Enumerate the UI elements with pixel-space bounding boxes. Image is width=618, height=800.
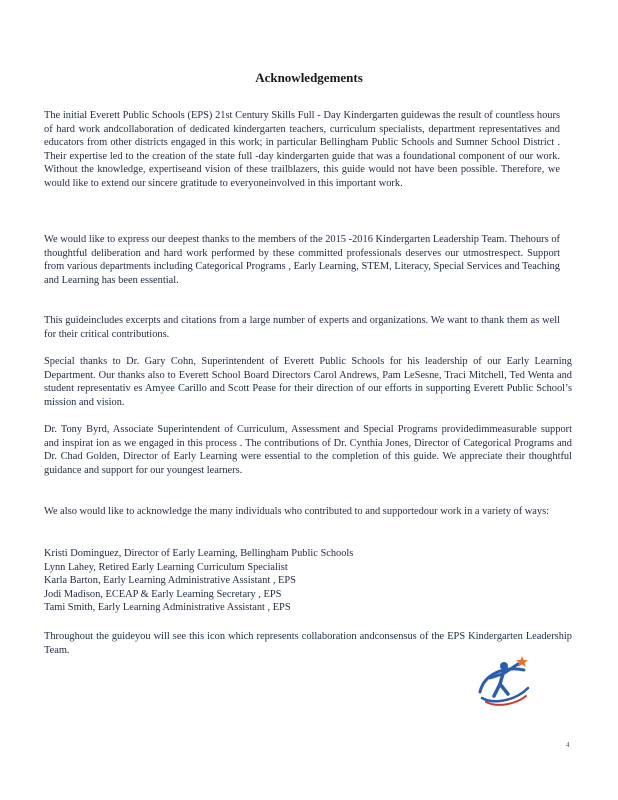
contributor-item: Karla Barton, Early Learning Administrative Assistant , EPS: [44, 575, 296, 587]
paragraph-curriculum: Dr. Tony Byrd, Associate Superintendent of Curriculum, Assessment and Special Programs providedimmeasurable support and inspirat ion as we engaged in this process . The contributions of Dr. Cynthia Jones, Director of Categorical Programs and Dr. Chad Golden, Director of Early Learning were essential to the completion of this guide. We appreciate their thoughtful guidance and support for our youngest learners.: [44, 424, 572, 476]
contributor-item: Kristi Dominguez, Director of Early Learning, Bellingham Public Schools: [44, 548, 354, 559]
contributor-list: [44, 547, 564, 615]
contributor-item: Tami Smith, Early Learning Administrative Assistant , EPS: [44, 602, 291, 614]
paragraph-experts: This guideincludes excerpts and citations from a large number of experts and organizations. We want to thank them as well for their critical contributions.: [44, 315, 560, 340]
collaboration-logo-icon: [474, 652, 534, 708]
paragraph-intro: The initial Everett Public Schools (EPS) 21st Century Skills Full - Day Kindergarten guidewas the result of countless hours of hard work andcollaboration of dedicated kindergarten teachers, curriculum specialists, department representatives and educators from other districts engaged in this work; in particular Bellingham Public Schools and Sumner School District . Their expertise led to the creation of the state full -day kindergarten guide that was a foundational component of our work. Without the knowledge, expertiseand vision of these trailblazers, this guide would not have been possible. Therefore, we would like to extend our sincere gratitude to everyoneinvolved in this important work.: [44, 110, 560, 189]
page-number: 4: [566, 741, 570, 749]
page-title: Acknowledgements: [255, 70, 363, 85]
paragraph-closing: Throughout the guideyou will see this icon which represents collaboration andconsensus of the EPS Kindergarten Leadership Team.: [44, 631, 572, 656]
paragraph-leadership-team: We would like to express our deepest thanks to the members of the 2015 -2016 Kindergarten Leadership Team. Thehours of thoughtful deliberation and hard work performed by these committed professionals deserves our utmostrespect. Support from various departments including Categorical Programs , Early Learning, STEM, Literacy, Special Services and Teaching and Learning has been essential.: [44, 234, 560, 286]
paragraph-special-thanks: Special thanks to Dr. Gary Cohn, Superintendent of Everett Public Schools for his leadership of our Early Learning Department. Our thanks also to Everett School Board Directors Carol Andrews, Pam LeSesne, Traci Mitchell, Ted Wenta and student representativ es Amyee Carillo and Scott Pease for their direction of our efforts in supporting Everett Public School’s mission and vision.: [44, 356, 572, 408]
contributor-item: Jodi Madison, ECEAP & Early Learning Secretary , EPS: [44, 588, 282, 600]
paragraph-individuals: We also would like to acknowledge the many individuals who contributed to and supportedour work in a variety of ways:: [44, 506, 550, 517]
contributor-item: Lynn Lahey, Retired Early Learning Curriculum Specialist: [44, 561, 288, 573]
